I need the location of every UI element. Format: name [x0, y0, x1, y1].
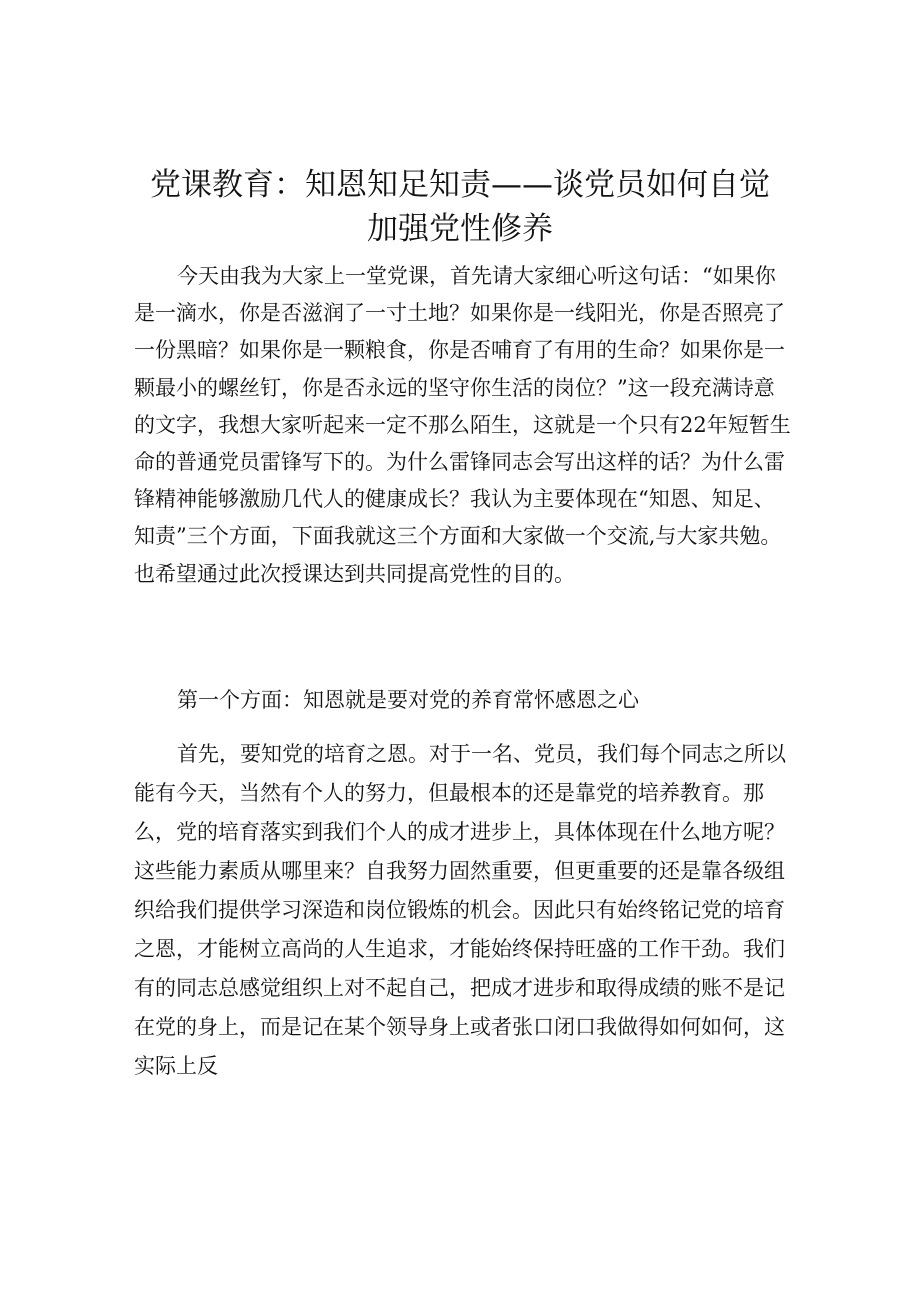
body-paragraph: 首先，要知党的培育之恩。对于一名、党员，我们每个同志之所以能有今天，当然有个人的努力，但最根本的还是靠党的培养教育。那么，党的培育落实到我们个人的成才进步上，具体体现在什么地方呢？这些能力素质从哪里来？自我努力固然重要，但更重要的还是靠各级组织给我们提供学习深造和岗位锻炼的机会。因此只有始终铭记党的培育之恩，才能树立高尚的人生追求，才能始终保持旺盛的工作干劲。我们有的同志总感觉组织上对不起自己，把成才进步和取得成绩的账不是记在党的身上，而是记在某个领导身上或者张口闭口我做得如何如何，这实际上反 [134, 742, 786, 1078]
document-title-line-2: 加强党性修养 [367, 211, 553, 247]
document-title-line-1: 党课教育：知恩知足知责——谈党员如何自觉 [150, 167, 770, 203]
intro-paragraph: 今天由我为大家上一堂党课，首先请大家细心听这句话：“如果你是一滴水，你是否滋润了一寸土地？如果你是一线阳光，你是否照亮了一份黑暗？如果你是一颗粮食，你是否哺育了有用的生命？如果你是一颗最小的螺丝钉，你是否永远的坚守你生活的岗位？”这一段充满诗意的文字，我想大家听起来一定不那么陌生，这就是一个只有22年短暂生命的普通党员雷锋写下的。为什么雷锋同志会写出这样的话？为什么雷锋精神能够激励几代人的健康成长？我认为主要体现在“知恩、知足、知责”三个方面，下面我就这三个方面和大家做一个交流,与大家共勉。也希望通过此次授课达到共同提高党性的目的。 [134, 264, 791, 586]
section-heading: 第一个方面：知恩就是要对党的养育常怀感恩之心 [177, 688, 639, 712]
